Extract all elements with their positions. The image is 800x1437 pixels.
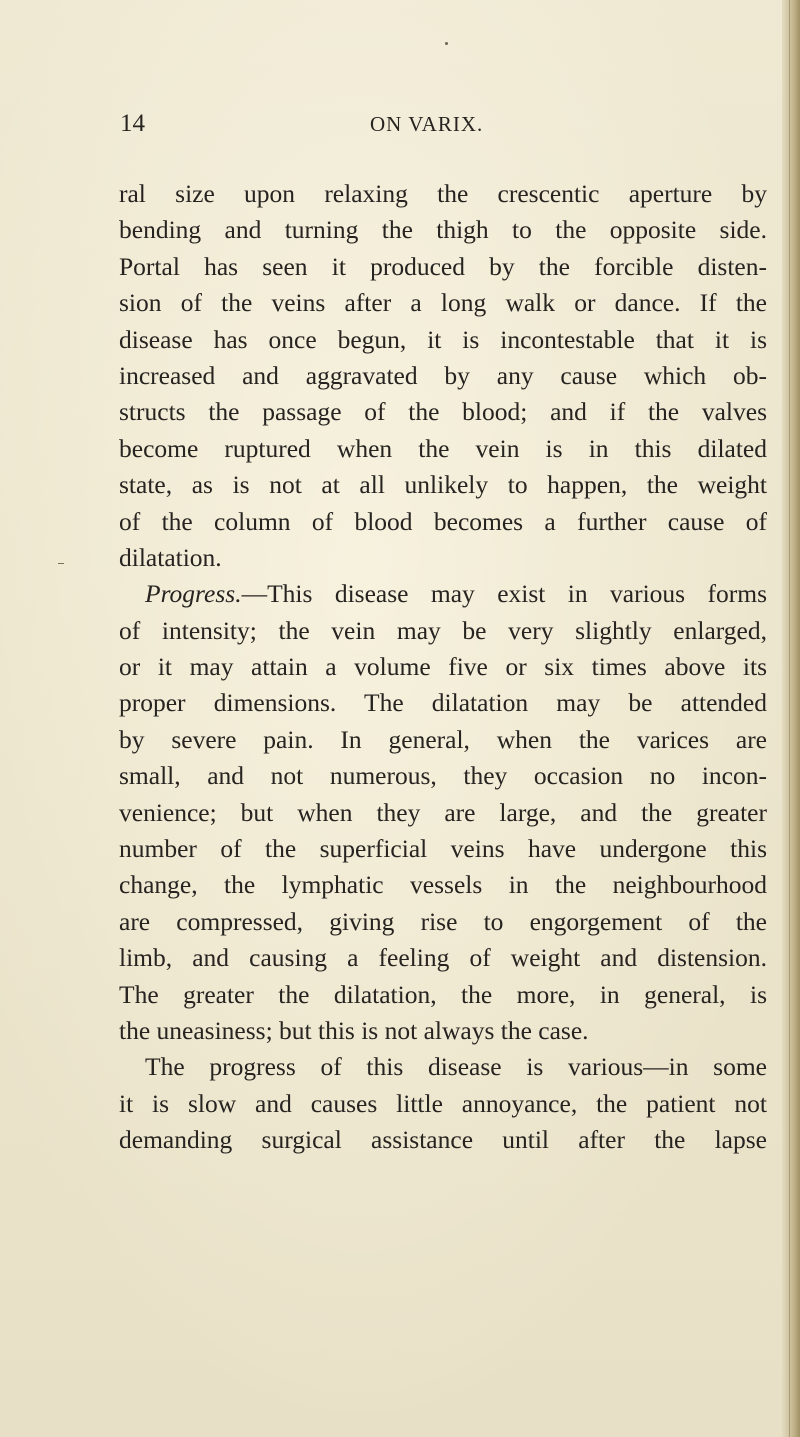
text-line: venience; but when they are large, and the greater <box>119 797 767 827</box>
text-line: it is slow and causes little annoyance, the patient not <box>119 1088 767 1118</box>
page-edge-line <box>789 0 790 1437</box>
text-line: proper dimensions. The dilatation may be attended <box>119 688 767 718</box>
text-line: disease has once begun, it is incontestable that it is <box>119 324 767 354</box>
text-line: dilatation. <box>119 542 222 572</box>
text-line: by severe pain. In general, when the varices are <box>119 724 767 754</box>
text-line: The greater the dilatation, the more, in general, is <box>119 979 767 1009</box>
paper-mark <box>58 563 64 564</box>
text-line: are compressed, giving rise to engorgement of the <box>119 906 767 936</box>
progress-paragraph-first-line <box>119 576 767 612</box>
text-line: demanding surgical assistance until after the lapse <box>119 1125 767 1155</box>
text-line: or it may attain a volume five or six times above its <box>119 652 767 682</box>
body-text <box>119 176 767 1159</box>
text-line: increased and aggravated by any cause which ob- <box>119 360 767 390</box>
page-edge <box>782 0 800 1437</box>
text-line: The progress of this disease is various—in some <box>145 1052 767 1082</box>
page-number: 14 <box>120 110 145 137</box>
text-line: change, the lymphatic vessels in the neighbourhood <box>119 870 767 900</box>
text-line: become ruptured when the vein is in this dilated <box>119 433 767 463</box>
text-line: ral size upon relaxing the crescentic aperture by <box>119 179 767 208</box>
text-line: structs the passage of the blood; and if the valves <box>119 397 767 427</box>
text-line: of the column of blood becomes a further cause of <box>119 506 767 536</box>
text-line: bending and turning the thigh to the opposite side. <box>119 215 767 245</box>
text-line: small, and not numerous, they occasion no incon- <box>119 761 767 791</box>
running-head: ON VARIX. <box>370 112 484 136</box>
text-line: Portal has seen it produced by the forcible disten- <box>119 251 767 281</box>
text-line: state, as is not at all unlikely to happen, the weight <box>119 470 767 500</box>
text-line: of intensity; the vein may be very slightly enlarged, <box>119 615 767 645</box>
page-header <box>120 110 760 150</box>
text-line: limb, and causing a feeling of weight and distension. <box>119 943 767 973</box>
text-line: the uneasiness; but this is not always the case. <box>119 1015 589 1045</box>
progress-heading: Progress. <box>145 579 242 609</box>
text-line: number of the superficial veins have undergone this <box>119 834 767 864</box>
text-line: sion of the veins after a long walk or dance. If the <box>119 288 767 318</box>
paper-speck <box>445 42 448 45</box>
progress-line-rest: —This disease may exist in various forms <box>241 579 767 609</box>
